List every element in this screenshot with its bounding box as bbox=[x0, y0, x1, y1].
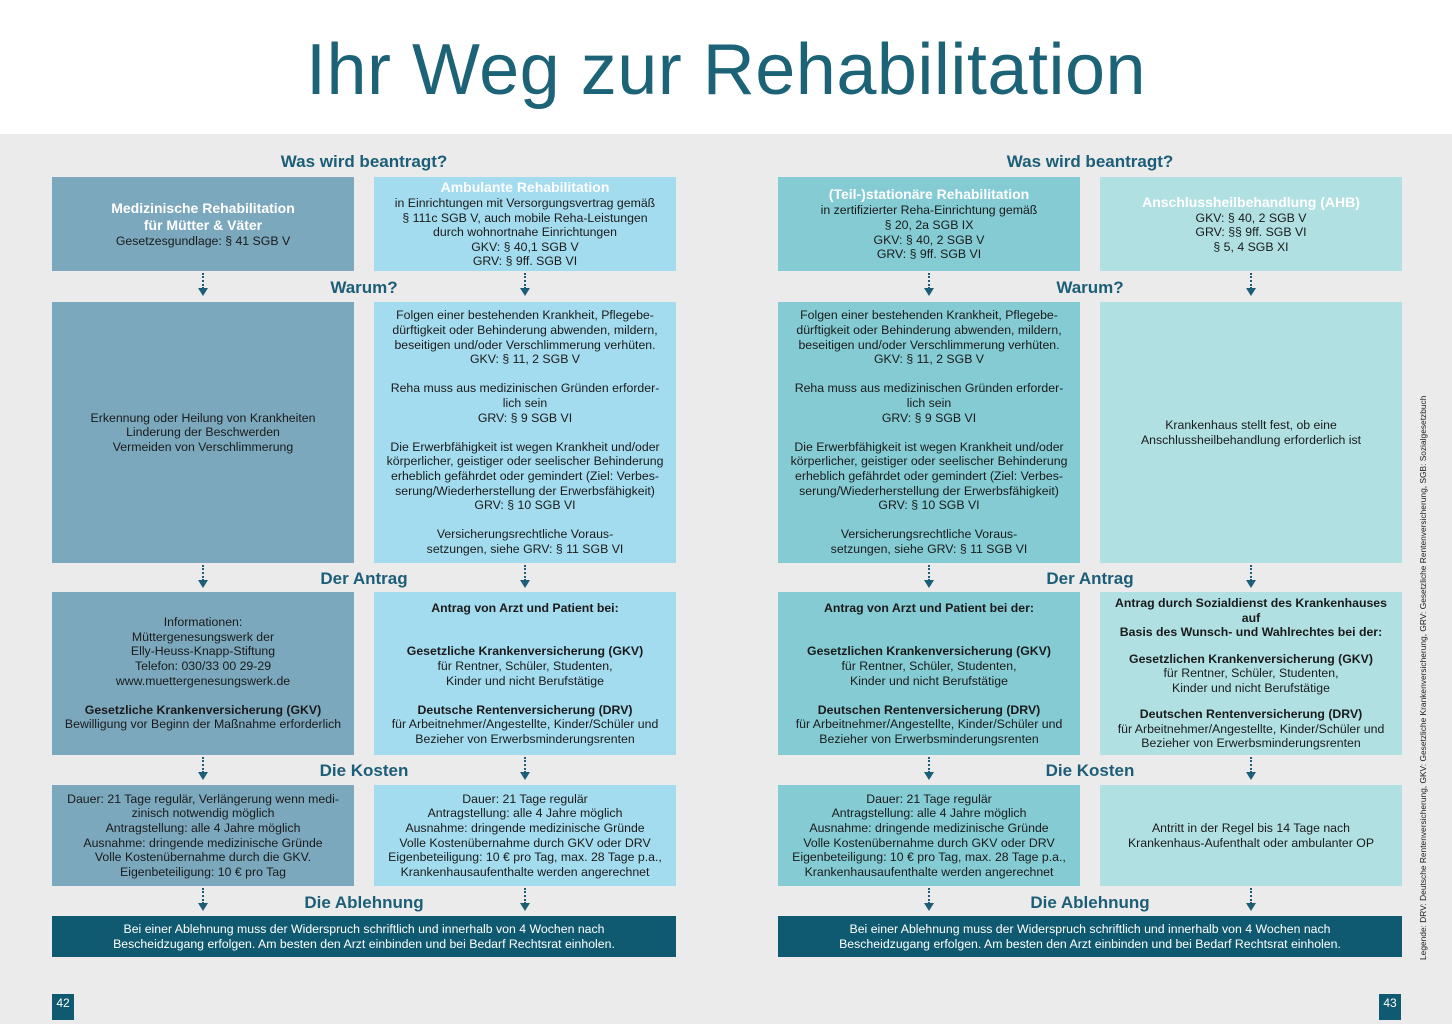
flow-arrow-icon bbox=[197, 565, 209, 589]
arrow-line bbox=[928, 273, 930, 289]
box-line: Ausnahme: dringende medizinische Gründe bbox=[809, 820, 1049, 835]
box-line: Erkennung oder Heilung von Krankheiten bbox=[90, 410, 316, 425]
box-line: GRV: § 9ff. SGB VI bbox=[472, 254, 578, 269]
ablehnung-box-1 bbox=[52, 916, 676, 957]
box-line: Anschlussheilbehandlung erforderlich ist bbox=[1140, 432, 1362, 447]
arrow-line bbox=[202, 273, 204, 289]
box-line: Eigenbeteiligung: 10 € pro Tag bbox=[120, 864, 286, 879]
box-line: GKV: § 40, 2 SGB V bbox=[873, 232, 985, 247]
box-line: beseitigen und/oder Verschlimmerung verhüten. bbox=[798, 337, 1060, 352]
box-kosten-col-1 bbox=[52, 785, 354, 886]
box-line: GRV: § 9 SGB VI bbox=[881, 410, 977, 425]
arrowhead-icon bbox=[520, 903, 530, 911]
box-line: Anschlussheilbehandlung (AHB) bbox=[1142, 193, 1360, 210]
box-line: www.muettergenesungswerk.de bbox=[115, 673, 291, 688]
box-line: Dauer: 21 Tage regulär bbox=[462, 791, 588, 806]
section-heading-ablehnung: Die Ablehnung bbox=[304, 893, 424, 912]
section-heading-warum: Warum? bbox=[1056, 278, 1124, 297]
box-line: Krankenhausaufenthalte werden angerechnet bbox=[804, 864, 1054, 879]
box-line: für Arbeitnehmer/Angestellte, Kinder/Schüler und bbox=[795, 717, 1063, 732]
box-was-col-2 bbox=[374, 177, 676, 271]
box-line: für Rentner, Schüler, Studenten, bbox=[1163, 666, 1339, 681]
box-line: Versicherungsrechtliche Voraus- bbox=[436, 527, 614, 542]
box-line: Dauer: 21 Tage regulär, Verlängerung wenn medi- bbox=[67, 791, 339, 806]
box-line: Eigenbeteiligung: 10 € pro Tag, max. 28 Tage p.a., bbox=[388, 850, 662, 865]
box-line: lich sein bbox=[906, 396, 952, 411]
flow-arrow-icon bbox=[923, 757, 935, 781]
box-line: Gesetzlichen Krankenversicherung (GKV) bbox=[1129, 651, 1373, 666]
section-heading-kosten: Die Kosten bbox=[1045, 761, 1135, 780]
arrowhead-icon bbox=[1246, 580, 1256, 588]
arrowhead-icon bbox=[924, 772, 934, 780]
box-was-col-1 bbox=[52, 177, 354, 271]
flow-arrow-icon bbox=[1245, 565, 1257, 589]
page-number-right: 43 bbox=[1379, 994, 1401, 1020]
box-line: Antragstellung: alle 4 Jahre möglich bbox=[105, 820, 301, 835]
section-heading-kosten: Die Kosten bbox=[319, 761, 409, 780]
box-kosten-col-4 bbox=[1100, 785, 1402, 886]
box-line: für Rentner, Schüler, Studenten, bbox=[841, 658, 1017, 673]
arrow-line bbox=[1250, 888, 1252, 904]
box-line: Eigenbeteiligung: 10 € pro Tag, max. 28 Tage p.a., bbox=[792, 850, 1066, 865]
box-line: Kinder und nicht Berufstätige bbox=[446, 673, 604, 688]
box-line: Die Erwerbfähigkeit ist wegen Krankheit und/oder bbox=[390, 439, 660, 454]
box-warum-col-4 bbox=[1100, 302, 1402, 563]
box-line: Bezieher von Erwerbsminderungsrenten bbox=[1141, 736, 1361, 751]
box-line: Krankenhausaufenthalte werden angerechnet bbox=[400, 864, 650, 879]
box-line: GRV: § 10 SGB VI bbox=[474, 498, 576, 513]
legend-text: Legende: DRV: Deutsche Rentenversicherung, GKV: Gesetzliche Krankenversicherung, GRV: Gesetzliche Rentenversicherung, SGB: Sozialgesetzbuch bbox=[1418, 395, 1428, 960]
arrowhead-icon bbox=[520, 580, 530, 588]
box-line: Müttergenesungswerk der bbox=[131, 629, 275, 644]
box-line: dürftigkeit oder Behinderung abwenden, mildern, bbox=[392, 323, 658, 338]
section-heading-antrag: Der Antrag bbox=[1046, 569, 1134, 588]
box-line: Antragstellung: alle 4 Jahre möglich bbox=[427, 806, 623, 821]
box-line: GKV: § 11, 2 SGB V bbox=[873, 352, 985, 367]
ablehnung-box-2 bbox=[778, 916, 1402, 957]
box-line: Elly-Heuss-Knapp-Stiftung bbox=[130, 644, 276, 659]
page-number-left: 42 bbox=[52, 994, 74, 1020]
box-kosten-col-3 bbox=[778, 785, 1080, 886]
box-line: Informationen: bbox=[163, 615, 243, 630]
arrow-line bbox=[202, 888, 204, 904]
arrowhead-icon bbox=[1246, 288, 1256, 296]
section-heading-antrag: Der Antrag bbox=[320, 569, 408, 588]
box-line: für Rentner, Schüler, Studenten, bbox=[437, 658, 613, 673]
arrowhead-icon bbox=[520, 772, 530, 780]
box-line: Bezieher von Erwerbsminderungsrenten bbox=[819, 731, 1039, 746]
box-line: lich sein bbox=[502, 396, 548, 411]
box-line: Reha muss aus medizinischen Gründen erforder- bbox=[794, 381, 1064, 396]
box-line: dürftigkeit oder Behinderung abwenden, mildern, bbox=[796, 323, 1062, 338]
arrowhead-icon bbox=[198, 772, 208, 780]
flow-arrow-icon bbox=[519, 565, 531, 589]
arrow-line bbox=[928, 565, 930, 581]
box-antrag-col-1 bbox=[52, 592, 354, 755]
box-line: serung/Wiederherstellung der Erwerbsfähigkeit) bbox=[395, 483, 655, 498]
arrowhead-icon bbox=[924, 903, 934, 911]
section-heading-was: Was wird beantragt? bbox=[1006, 152, 1174, 171]
box-was-col-4 bbox=[1100, 177, 1402, 271]
box-line: GKV: § 40, 2 SGB V bbox=[1195, 210, 1307, 225]
arrow-line bbox=[1250, 273, 1252, 289]
box-line: in Einrichtungen mit Versorgungsvertrag gemäß bbox=[394, 196, 656, 211]
box-line: Versicherungsrechtliche Voraus- bbox=[840, 527, 1018, 542]
arrowhead-icon bbox=[198, 580, 208, 588]
box-line: körperlicher, geistiger oder seelischer Behinderung bbox=[386, 454, 664, 469]
flow-arrow-icon bbox=[519, 757, 531, 781]
box-line: Folgen einer bestehenden Krankheit, Pflegebe- bbox=[396, 308, 654, 323]
box-line: erheblich gefährdet oder gemindert (Ziel: Verbes- bbox=[391, 468, 659, 483]
ablehnung-line: Bescheidzugang erfolgen. Am besten den Arzt einbinden und bei Bedarf Rechtsrat einholen. bbox=[839, 936, 1341, 951]
box-line: setzungen, siehe GRV: § 11 SGB VI bbox=[426, 541, 624, 556]
arrowhead-icon bbox=[1246, 903, 1256, 911]
box-line: körperlicher, geistiger oder seelischer Behinderung bbox=[790, 454, 1068, 469]
arrow-line bbox=[524, 757, 526, 773]
ablehnung-line: Bei einer Ablehnung muss der Widerspruch schriftlich und innerhalb von 4 Wochen nach bbox=[123, 921, 605, 936]
box-line: Ausnahme: dringende medizinische Gründe bbox=[83, 835, 323, 850]
page-title: Ihr Weg zur Rehabilitation bbox=[305, 30, 1147, 110]
box-line: GRV: §§ 9ff. SGB VI bbox=[1195, 225, 1307, 240]
flow-arrow-icon bbox=[519, 888, 531, 912]
box-line: Kinder und nicht Berufstätige bbox=[850, 673, 1008, 688]
flow-arrow-icon bbox=[197, 273, 209, 297]
flow-arrow-icon bbox=[923, 565, 935, 589]
box-warum-col-3 bbox=[778, 302, 1080, 563]
box-line: für Arbeitnehmer/Angestellte, Kinder/Schüler und bbox=[391, 717, 659, 732]
box-line: Kinder und nicht Berufstätige bbox=[1172, 680, 1330, 695]
section-heading-was: Was wird beantragt? bbox=[280, 152, 448, 171]
box-line: (Teil-)stationäre Rehabilitation bbox=[828, 186, 1030, 203]
box-line: Telefon: 030/33 00 29-29 bbox=[134, 658, 272, 673]
arrow-line bbox=[202, 757, 204, 773]
box-line: Gesetzesgundlage: § 41 SGB V bbox=[115, 233, 291, 248]
flow-arrow-icon bbox=[923, 273, 935, 297]
box-line: in zertifizierter Reha-Einrichtung gemäß bbox=[820, 203, 1038, 218]
arrow-line bbox=[524, 888, 526, 904]
box-line: GRV: § 9ff. SGB VI bbox=[876, 247, 982, 262]
box-antrag-col-4 bbox=[1100, 592, 1402, 755]
box-line: Krankenhaus stellt fest, ob eine bbox=[1165, 417, 1337, 432]
box-line: Die Erwerbfähigkeit ist wegen Krankheit und/oder bbox=[794, 439, 1064, 454]
flow-arrow-icon bbox=[923, 888, 935, 912]
arrow-line bbox=[928, 888, 930, 904]
flow-arrow-icon bbox=[1245, 888, 1257, 912]
box-line: setzungen, siehe GRV: § 11 SGB VI bbox=[830, 541, 1028, 556]
box-line: Antrag von Arzt und Patient bei: bbox=[431, 600, 619, 615]
box-line: Deutschen Rentenversicherung (DRV) bbox=[817, 702, 1041, 717]
box-line: durch wohnortnahe Einrichtungen bbox=[433, 225, 617, 240]
arrowhead-icon bbox=[924, 288, 934, 296]
box-line: Gesetzlichen Krankenversicherung (GKV) bbox=[807, 644, 1051, 659]
arrow-line bbox=[202, 565, 204, 581]
box-line: GKV: § 11, 2 SGB V bbox=[469, 352, 581, 367]
box-was-col-3 bbox=[778, 177, 1080, 271]
box-line: § 111c SGB V, auch mobile Reha-Leistungen bbox=[402, 210, 648, 225]
arrow-line bbox=[524, 273, 526, 289]
section-heading-warum: Warum? bbox=[330, 278, 398, 297]
arrow-line bbox=[1250, 757, 1252, 773]
box-line: Antrag durch Sozialdienst des Krankenhauses auf bbox=[1115, 596, 1387, 625]
box-line: Gesetzliche Krankenversicherung (GKV) bbox=[406, 644, 644, 659]
flow-arrow-icon bbox=[1245, 757, 1257, 781]
box-line: Bewilligung vor Beginn der Maßnahme erforderlich bbox=[64, 717, 342, 732]
arrow-line bbox=[928, 757, 930, 773]
box-line: beseitigen und/oder Verschlimmerung verhüten. bbox=[394, 337, 656, 352]
box-line: Reha muss aus medizinischen Gründen erforder- bbox=[390, 381, 660, 396]
box-antrag-col-2 bbox=[374, 592, 676, 755]
box-warum-col-2 bbox=[374, 302, 676, 563]
box-line: Ambulante Rehabilitation bbox=[440, 179, 610, 196]
box-line: zinisch notwendig möglich bbox=[131, 806, 275, 821]
box-line: GRV: § 10 SGB VI bbox=[878, 498, 980, 513]
box-line: GKV: § 40,1 SGB V bbox=[471, 239, 579, 254]
box-line: Bezieher von Erwerbsminderungsrenten bbox=[415, 731, 635, 746]
box-kosten-col-2 bbox=[374, 785, 676, 886]
box-line: Antritt in der Regel bis 14 Tage nach bbox=[1151, 820, 1350, 835]
arrowhead-icon bbox=[198, 903, 208, 911]
box-line: serung/Wiederherstellung der Erwerbsfähigkeit) bbox=[799, 483, 1059, 498]
box-line: für Arbeitnehmer/Angestellte, Kinder/Schüler und bbox=[1117, 721, 1385, 736]
box-line: Medizinische Rehabilitation bbox=[111, 199, 295, 216]
flow-arrow-icon bbox=[1245, 273, 1257, 297]
flow-arrow-icon bbox=[197, 888, 209, 912]
ablehnung-line: Bei einer Ablehnung muss der Widerspruch schriftlich und innerhalb von 4 Wochen nach bbox=[849, 921, 1331, 936]
box-line: Volle Kostenübernahme durch die GKV. bbox=[94, 850, 312, 865]
box-line: Ausnahme: dringende medizinische Gründe bbox=[405, 820, 645, 835]
box-line: Deutsche Rentenversicherung (DRV) bbox=[417, 702, 633, 717]
box-line: Krankenhaus-Aufenthalt oder ambulanter OP bbox=[1127, 835, 1375, 850]
box-line: erheblich gefährdet oder gemindert (Ziel: Verbes- bbox=[795, 468, 1063, 483]
ablehnung-line: Bescheidzugang erfolgen. Am besten den Arzt einbinden und bei Bedarf Rechtsrat einholen. bbox=[113, 936, 615, 951]
box-line: GRV: § 9 SGB VI bbox=[477, 410, 573, 425]
box-line: § 5, 4 SGB XI bbox=[1213, 239, 1289, 254]
arrowhead-icon bbox=[198, 288, 208, 296]
box-line: Volle Kostenübernahme durch GKV oder DRV bbox=[803, 835, 1055, 850]
box-line: Dauer: 21 Tage regulär bbox=[866, 791, 992, 806]
box-line: Basis des Wunsch- und Wahlrechtes bei der: bbox=[1119, 625, 1383, 640]
arrow-line bbox=[524, 565, 526, 581]
box-antrag-col-3 bbox=[778, 592, 1080, 755]
flow-arrow-icon bbox=[197, 757, 209, 781]
box-line: Vermeiden von Verschlimmerung bbox=[112, 439, 294, 454]
box-warum-col-1 bbox=[52, 302, 354, 563]
arrowhead-icon bbox=[1246, 772, 1256, 780]
box-line: Antragstellung: alle 4 Jahre möglich bbox=[831, 806, 1027, 821]
arrowhead-icon bbox=[520, 288, 530, 296]
arrowhead-icon bbox=[924, 580, 934, 588]
box-line: Antrag von Arzt und Patient bei der: bbox=[824, 600, 1034, 615]
box-line: Folgen einer bestehenden Krankheit, Pflegebe- bbox=[800, 308, 1058, 323]
arrow-line bbox=[1250, 565, 1252, 581]
flow-arrow-icon bbox=[519, 273, 531, 297]
box-line: Linderung der Beschwerden bbox=[126, 425, 280, 440]
box-line: Deutschen Rentenversicherung (DRV) bbox=[1139, 707, 1363, 722]
box-line: Gesetzliche Krankenversicherung (GKV) bbox=[84, 702, 322, 717]
box-line: für Mütter & Väter bbox=[143, 216, 263, 233]
box-line: Volle Kostenübernahme durch GKV oder DRV bbox=[399, 835, 651, 850]
section-heading-ablehnung: Die Ablehnung bbox=[1030, 893, 1150, 912]
box-line: § 20, 2a SGB IX bbox=[884, 217, 974, 232]
